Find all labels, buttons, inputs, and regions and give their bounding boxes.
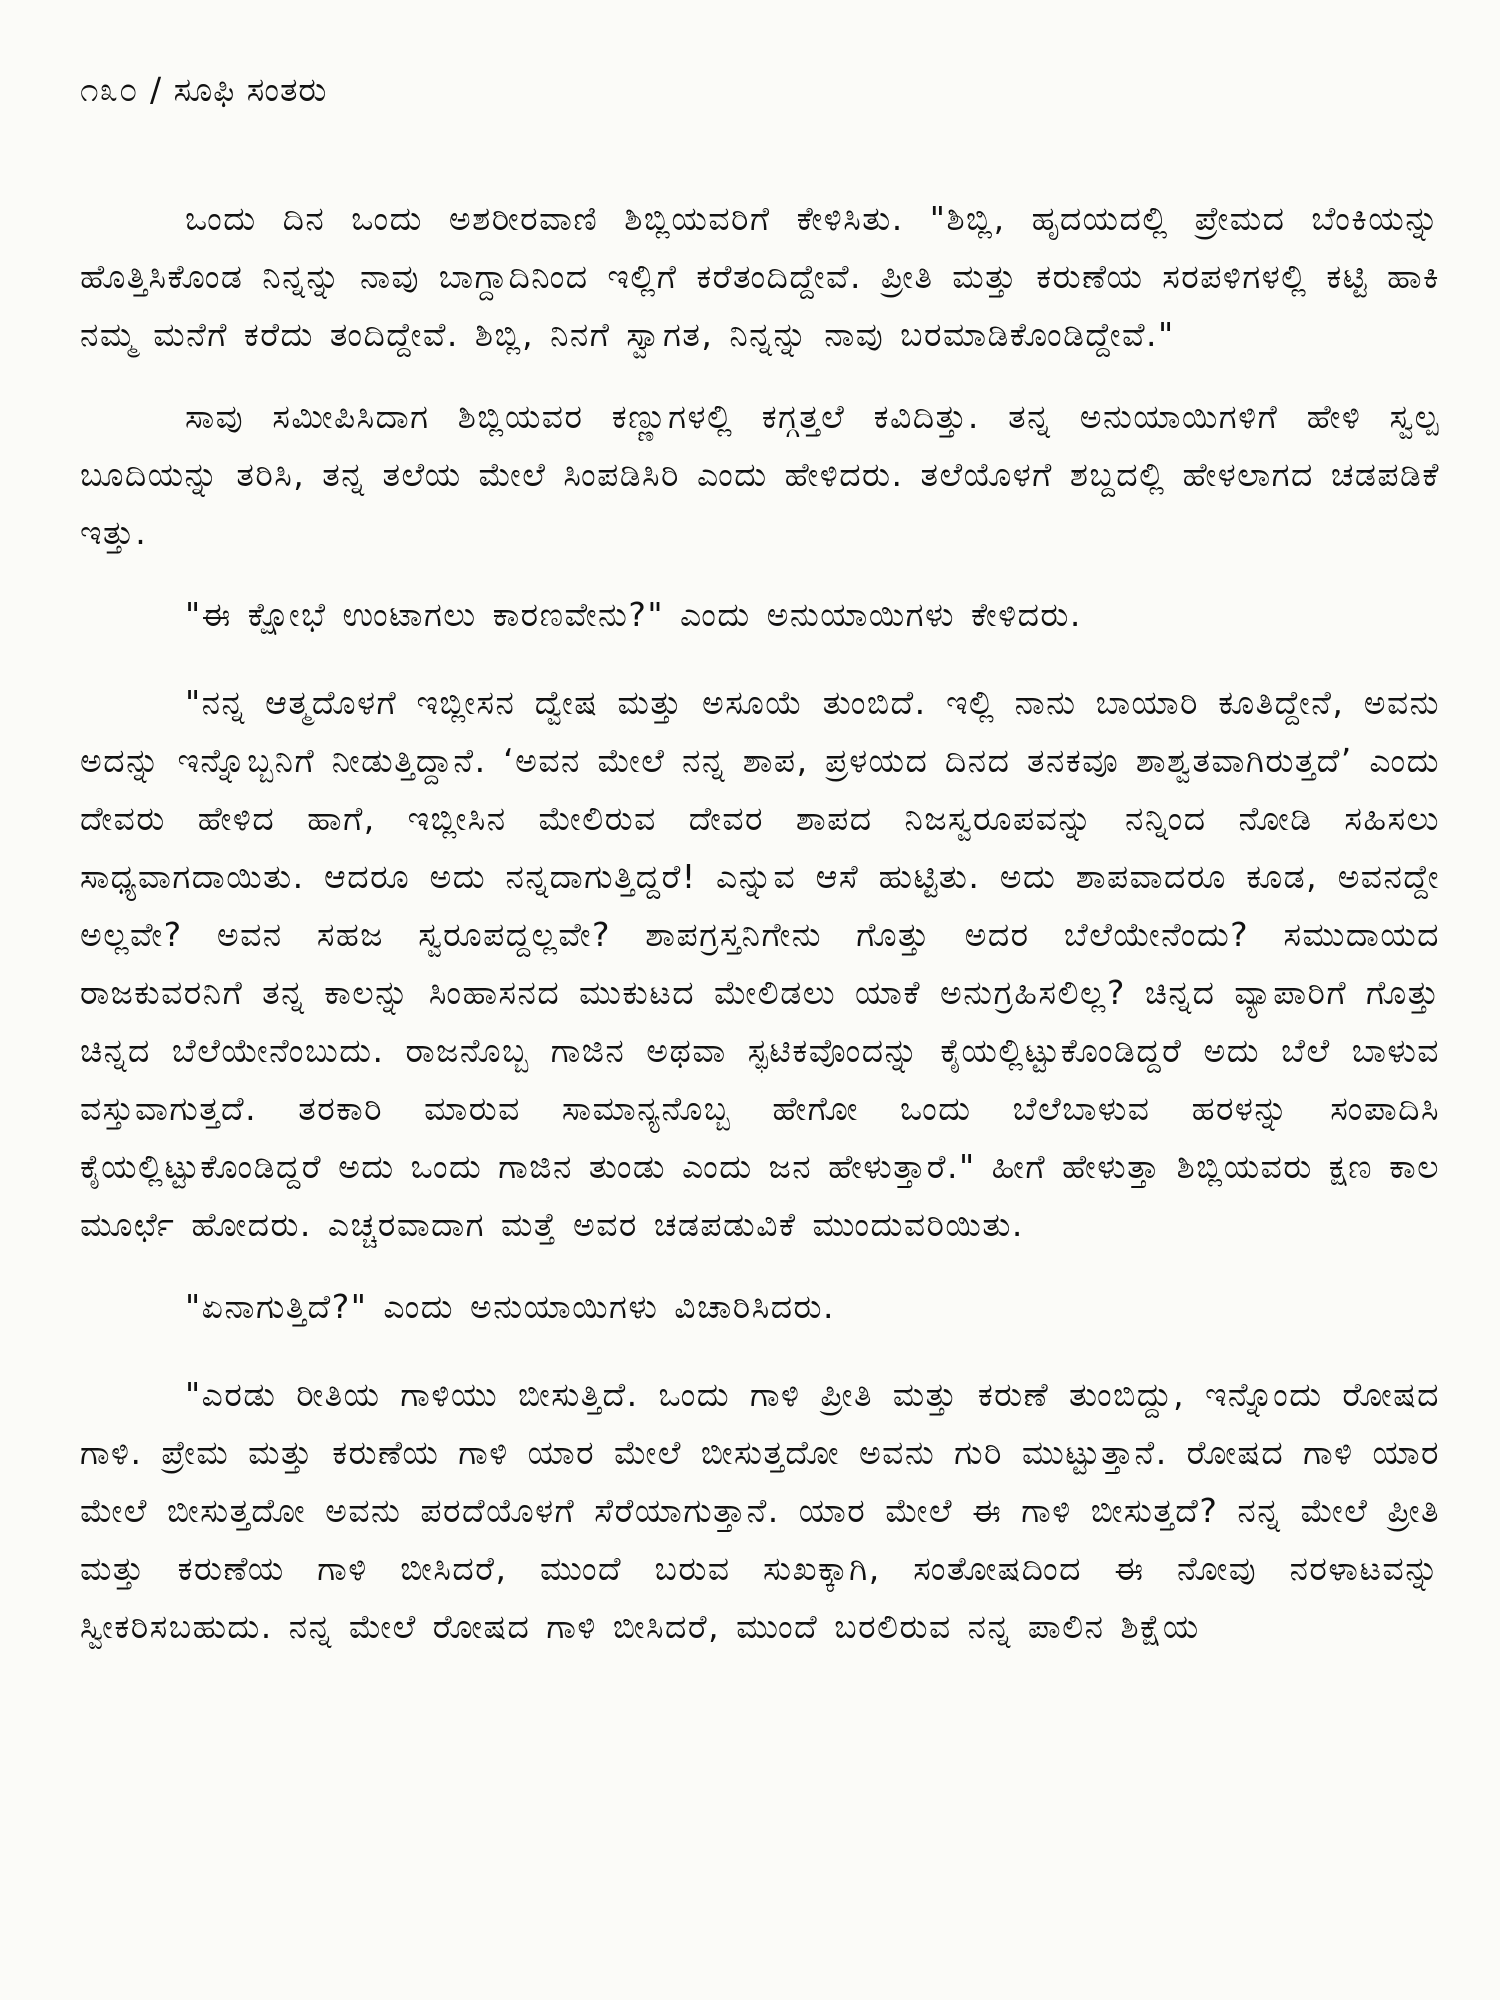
page-number: ೧೩೦ <box>80 70 139 109</box>
running-header <box>80 68 1440 112</box>
paragraph: ಒಂದು ದಿನ ಒಂದು ಅಶರೀರವಾಣಿ ಶಿಬ್ಲಿಯವರಿಗೆ ಕೇಳಿಸಿತು. "ಶಿಬ್ಲಿ, ಹೃದಯದಲ್ಲಿ ಪ್ರೇಮದ ಬೆಂಕಿಯನ್ನು ಹೊತ್ತಿಸಿಕೊಂಡ ನಿನ್ನನ್ನು ನಾವು ಬಾಗ್ದಾದಿನಿಂದ ಇಲ್ಲಿಗೆ ಕರೆತಂದಿದ್ದೇವೆ. ಪ್ರೀತಿ ಮತ್ತು ಕರುಣೆಯ ಸರಪಳಿಗಳಲ್ಲಿ ಕಟ್ಟಿ ಹಾಕಿ ನಮ್ಮ ಮನೆಗೆ ಕರೆದು ತಂದಿದ್ದೇವೆ. ಶಿಬ್ಲಿ, ನಿನಗೆ ಸ್ವಾಗತ, ನಿನ್ನನ್ನು ನಾವು ಬರಮಾಡಿಕೊಂಡಿದ್ದೇವೆ." <box>80 199 1440 354</box>
paragraph: "ಏನಾಗುತ್ತಿದೆ?" ಎಂದು ಅನುಯಾಯಿಗಳು ವಿಚಾರಿಸಿದರು. <box>185 1287 835 1326</box>
book-title: ಸೂಫಿ ಸಂತರು <box>173 70 328 109</box>
paragraph: "ಈ ಕ್ಷೋಭೆ ಉಂಟಾಗಲು ಕಾರಣವೇನು?" ಎಂದು ಅನುಯಾಯಿಗಳು ಕೇಳಿದರು. <box>185 595 1082 634</box>
header-separator: / <box>149 70 163 109</box>
paragraph: "ನನ್ನ ಆತ್ಮದೊಳಗೆ ಇಬ್ಲೀಸನ ದ್ವೇಷ ಮತ್ತು ಅಸೂಯೆ ತುಂಬಿದೆ. ಇಲ್ಲಿ ನಾನು ಬಾಯಾರಿ ಕೂತಿದ್ದೇನೆ, ಅವನು ಅದನ್ನು ಇನ್ನೊಬ್ಬನಿಗೆ ನೀಡುತ್ತಿದ್ದಾನೆ. ‘ಅವನ ಮೇಲೆ ನನ್ನ ಶಾಪ, ಪ್ರಳಯದ ದಿನದ ತನಕವೂ ಶಾಶ್ವತವಾಗಿರುತ್ತದೆ’ ಎಂದು ದೇವರು ಹೇಳಿದ ಹಾಗೆ, ಇಬ್ಲೀಸಿನ ಮೇಲಿರುವ ದೇವರ ಶಾಪದ ನಿಜಸ್ವರೂಪವನ್ನು ನನ್ನಿಂದ ನೋಡಿ ಸಹಿಸಲು ಸಾಧ್ಯವಾಗದಾಯಿತು. ಆದರೂ ಅದು ನನ್ನದಾಗುತ್ತಿದ್ದರೆ! ಎನ್ನುವ ಆಸೆ ಹುಟ್ಟಿತು. ಅದು ಶಾಪವಾದರೂ ಕೂಡ, ಅವನದ್ದೇ ಅಲ್ಲವೇ? ಅವನ ಸಹಜ ಸ್ವರೂಪದ್ದಲ್ಲವೇ? ಶಾಪಗ್ರಸ್ತನಿಗೇನು ಗೊತ್ತು ಅದರ ಬೆಲೆಯೇನೆಂದು? ಸಮುದಾಯದ ರಾಜಕುವರನಿಗೆ ತನ್ನ ಕಾಲನ್ನು ಸಿಂಹಾಸನದ ಮುಕುಟದ ಮೇಲಿಡಲು ಯಾಕೆ ಅನುಗ್ರಹಿಸಲಿಲ್ಲ? ಚಿನ್ನದ ವ್ಯಾಪಾರಿಗೆ ಗೊತ್ತು ಚಿನ್ನದ ಬೆಲೆಯೇನೆಂಬುದು. ರಾಜನೊಬ್ಬ ಗಾಜಿನ ಅಥವಾ ಸ್ಫಟಿಕವೊಂದನ್ನು ಕೈಯಲ್ಲಿಟ್ಟುಕೊಂಡಿದ್ದರೆ ಅದು ಬೆಲೆ ಬಾಳುವ ವಸ್ತುವಾಗುತ್ತದೆ. ತರಕಾರಿ ಮಾರುವ ಸಾಮಾನ್ಯನೊಬ್ಬ ಹೇಗೋ ಒಂದು ಬೆಲೆಬಾಳುವ ಹರಳನ್ನು ಸಂಪಾದಿಸಿ ಕೈಯಲ್ಲಿಟ್ಟುಕೊಂಡಿದ್ದರೆ ಅದು ಒಂದು ಗಾಜಿನ ತುಂಡು ಎಂದು ಜನ ಹೇಳುತ್ತಾರೆ." ಹೀಗೆ ಹೇಳುತ್ತಾ ಶಿಬ್ಲಿಯವರು ಕ್ಷಣ ಕಾಲ ಮೂರ್ಛೆ ಹೋದರು. ಎಚ್ಚರವಾದಾಗ ಮತ್ತೆ ಅವರ ಚಡಪಡುವಿಕೆ ಮುಂದುವರಿಯಿತು. <box>80 683 1440 1244</box>
paragraph: "ಎರಡು ರೀತಿಯ ಗಾಳಿಯು ಬೀಸುತ್ತಿದೆ. ಒಂದು ಗಾಳಿ ಪ್ರೀತಿ ಮತ್ತು ಕರುಣೆ ತುಂಬಿದ್ದು, ಇನ್ನೊಂದು ರೋಷದ ಗಾಳಿ. ಪ್ರೇಮ ಮತ್ತು ಕರುಣೆಯ ಗಾಳಿ ಯಾರ ಮೇಲೆ ಬೀಸುತ್ತದೋ ಅವನು ಗುರಿ ಮುಟ್ಟುತ್ತಾನೆ. ರೋಷದ ಗಾಳಿ ಯಾರ ಮೇಲೆ ಬೀಸುತ್ತದೋ ಅವನು ಪರದೆಯೊಳಗೆ ಸೆರೆಯಾಗುತ್ತಾನೆ. ಯಾರ ಮೇಲೆ ಈ ಗಾಳಿ ಬೀಸುತ್ತದೆ? ನನ್ನ ಮೇಲೆ ಪ್ರೀತಿ ಮತ್ತು ಕರುಣೆಯ ಗಾಳಿ ಬೀಸಿದರೆ, ಮುಂದೆ ಬರುವ ಸುಖಕ್ಕಾಗಿ, ಸಂತೋಷದಿಂದ ಈ ನೋವು ನರಳಾಟವನ್ನು ಸ್ವೀಕರಿಸಬಹುದು. ನನ್ನ ಮೇಲೆ ರೋಷದ ಗಾಳಿ ಬೀಸಿದರೆ, ಮುಂದೆ ಬರಲಿರುವ ನನ್ನ ಪಾಲಿನ ಶಿಕ್ಷೆಯ <box>80 1375 1440 1646</box>
paragraph: ಸಾವು ಸಮೀಪಿಸಿದಾಗ ಶಿಬ್ಲಿಯವರ ಕಣ್ಣುಗಳಲ್ಲಿ ಕಗ್ಗತ್ತಲೆ ಕವಿದಿತ್ತು. ತನ್ನ ಅನುಯಾಯಿಗಳಿಗೆ ಹೇಳಿ ಸ್ವಲ್ಪ ಬೂದಿಯನ್ನು ತರಿಸಿ, ತನ್ನ ತಲೆಯ ಮೇಲೆ ಸಿಂಪಡಿಸಿರಿ ಎಂದು ಹೇಳಿದರು. ತಲೆಯೊಳಗೆ ಶಬ್ದದಲ್ಲಿ ಹೇಳಲಾಗದ ಚಡಪಡಿಕೆ ಇತ್ತು. <box>80 397 1440 552</box>
